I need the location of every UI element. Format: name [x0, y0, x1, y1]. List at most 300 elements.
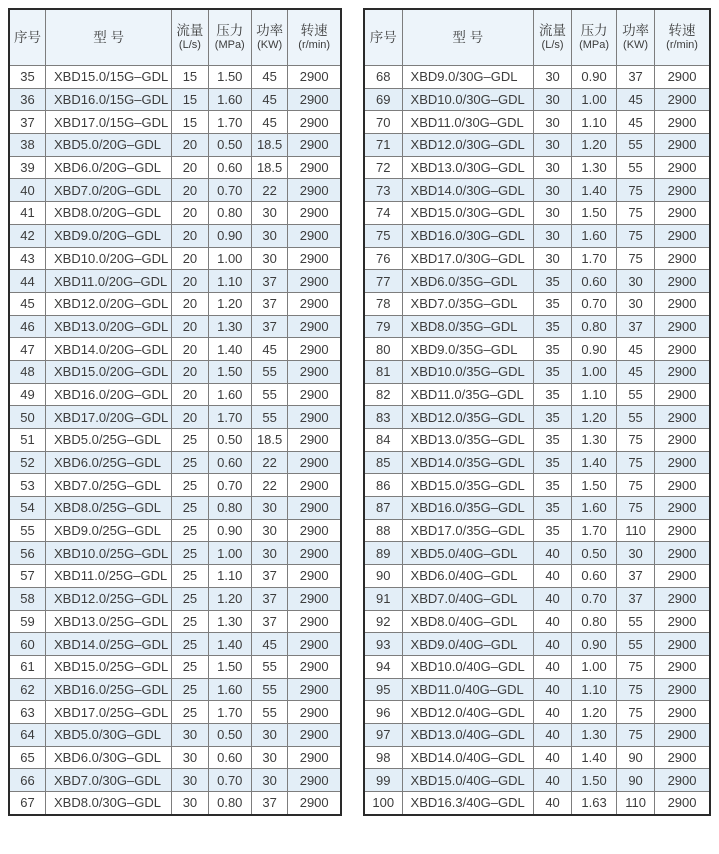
model-cell: XBD6.0/25G–GDL — [46, 451, 172, 474]
serial-cell: 85 — [364, 451, 402, 474]
model-cell: XBD8.0/20G–GDL — [46, 202, 172, 225]
serial-cell: 89 — [364, 542, 402, 565]
power-cell: 30 — [617, 542, 655, 565]
table-row — [9, 179, 341, 202]
serial-cell: 54 — [9, 497, 46, 520]
pressure-cell: 1.63 — [572, 792, 617, 815]
speed-cell: 2900 — [655, 497, 710, 520]
model-cell: XBD6.0/40G–GDL — [402, 565, 533, 588]
pressure-cell: 1.60 — [572, 497, 617, 520]
table-row — [364, 792, 710, 815]
flow-cell: 25 — [172, 474, 209, 497]
column-header-serial — [9, 9, 46, 66]
flow-cell: 25 — [172, 655, 209, 678]
serial-cell: 59 — [9, 610, 46, 633]
pressure-cell: 0.80 — [208, 792, 251, 815]
speed-cell: 2900 — [655, 179, 710, 202]
model-cell: XBD15.0/15G–GDL — [46, 66, 172, 89]
power-cell: 30 — [251, 723, 288, 746]
serial-cell: 35 — [9, 66, 46, 89]
speed-cell: 2900 — [288, 610, 341, 633]
pressure-cell: 1.70 — [572, 519, 617, 542]
model-cell: XBD10.0/30G–GDL — [402, 88, 533, 111]
serial-cell: 40 — [9, 179, 46, 202]
model-cell: XBD12.0/35G–GDL — [402, 406, 533, 429]
flow-cell: 15 — [172, 111, 209, 134]
serial-cell: 76 — [364, 247, 402, 270]
speed-cell: 2900 — [655, 451, 710, 474]
speed-cell: 2900 — [288, 678, 341, 701]
speed-cell: 2900 — [655, 360, 710, 383]
power-cell: 75 — [617, 723, 655, 746]
serial-cell: 62 — [9, 678, 46, 701]
pressure-cell: 1.50 — [208, 655, 251, 678]
speed-cell: 2900 — [655, 202, 710, 225]
serial-cell: 97 — [364, 723, 402, 746]
table-row — [9, 66, 341, 89]
speed-cell: 2900 — [655, 519, 710, 542]
column-header-unit: (KW) — [623, 39, 649, 52]
pressure-cell: 1.20 — [572, 134, 617, 157]
model-cell: XBD14.0/30G–GDL — [402, 179, 533, 202]
speed-cell: 2900 — [288, 338, 341, 361]
flow-cell: 20 — [172, 224, 209, 247]
flow-cell: 40 — [534, 655, 572, 678]
power-cell: 55 — [617, 610, 655, 633]
table-row — [9, 746, 341, 769]
table-row — [364, 701, 710, 724]
flow-cell: 25 — [172, 451, 209, 474]
speed-cell: 2900 — [288, 406, 341, 429]
model-cell: XBD14.0/35G–GDL — [402, 451, 533, 474]
speed-cell: 2900 — [655, 723, 710, 746]
table-row — [364, 542, 710, 565]
serial-cell: 81 — [364, 360, 402, 383]
speed-cell: 2900 — [655, 247, 710, 270]
model-cell: XBD6.0/30G–GDL — [46, 746, 172, 769]
flow-cell: 30 — [534, 66, 572, 89]
serial-cell: 60 — [9, 633, 46, 656]
pressure-cell: 1.40 — [572, 179, 617, 202]
column-header-power — [251, 9, 288, 66]
table-row — [9, 134, 341, 157]
table-row — [9, 383, 341, 406]
pressure-cell: 1.20 — [572, 701, 617, 724]
pressure-cell: 0.90 — [208, 519, 251, 542]
flow-cell: 25 — [172, 565, 209, 588]
serial-cell: 83 — [364, 406, 402, 429]
model-cell: XBD15.0/25G–GDL — [46, 655, 172, 678]
model-cell: XBD9.0/40G–GDL — [402, 633, 533, 656]
table-row — [364, 633, 710, 656]
table-row — [9, 88, 341, 111]
flow-cell: 30 — [534, 224, 572, 247]
serial-cell: 48 — [9, 360, 46, 383]
pressure-cell: 0.80 — [572, 315, 617, 338]
power-cell: 37 — [617, 565, 655, 588]
table-row — [364, 88, 710, 111]
flow-cell: 20 — [172, 383, 209, 406]
serial-cell: 67 — [9, 792, 46, 815]
model-cell: XBD10.0/25G–GDL — [46, 542, 172, 565]
table-row — [364, 497, 710, 520]
power-cell: 55 — [617, 134, 655, 157]
column-header-unit: (MPa) — [214, 39, 245, 52]
serial-cell: 42 — [9, 224, 46, 247]
serial-cell: 65 — [9, 746, 46, 769]
power-cell: 37 — [617, 315, 655, 338]
speed-cell: 2900 — [655, 746, 710, 769]
model-cell: XBD13.0/35G–GDL — [402, 429, 533, 452]
pressure-cell: 1.50 — [572, 474, 617, 497]
power-cell: 45 — [617, 360, 655, 383]
table-row — [364, 723, 710, 746]
power-cell: 90 — [617, 769, 655, 792]
table-row — [364, 655, 710, 678]
serial-cell: 77 — [364, 270, 402, 293]
flow-cell: 35 — [534, 292, 572, 315]
column-header-model — [46, 9, 172, 66]
table-row — [9, 315, 341, 338]
serial-cell: 72 — [364, 156, 402, 179]
pressure-cell: 1.00 — [572, 360, 617, 383]
speed-cell: 2900 — [655, 429, 710, 452]
power-cell: 45 — [617, 338, 655, 361]
serial-cell: 51 — [9, 429, 46, 452]
flow-cell: 20 — [172, 292, 209, 315]
column-header-flow — [534, 9, 572, 66]
power-cell: 45 — [617, 88, 655, 111]
serial-cell: 61 — [9, 655, 46, 678]
serial-cell: 47 — [9, 338, 46, 361]
column-header-label: 型 号 — [93, 29, 124, 45]
flow-cell: 30 — [172, 769, 209, 792]
column-header-pressure — [208, 9, 251, 66]
speed-cell: 2900 — [288, 224, 341, 247]
serial-cell: 36 — [9, 88, 46, 111]
flow-cell: 40 — [534, 746, 572, 769]
table-row — [364, 292, 710, 315]
flow-cell: 20 — [172, 247, 209, 270]
flow-cell: 35 — [534, 338, 572, 361]
model-cell: XBD5.0/25G–GDL — [46, 429, 172, 452]
flow-cell: 30 — [534, 179, 572, 202]
table-row — [9, 769, 341, 792]
serial-cell: 58 — [9, 587, 46, 610]
power-cell: 37 — [251, 315, 288, 338]
pressure-cell: 1.30 — [572, 156, 617, 179]
serial-cell: 41 — [9, 202, 46, 225]
pressure-cell: 1.30 — [208, 610, 251, 633]
serial-cell: 99 — [364, 769, 402, 792]
model-cell: XBD10.0/20G–GDL — [46, 247, 172, 270]
model-cell: XBD11.0/30G–GDL — [402, 111, 533, 134]
power-cell: 45 — [251, 633, 288, 656]
speed-cell: 2900 — [655, 542, 710, 565]
speed-cell: 2900 — [288, 746, 341, 769]
power-cell: 37 — [617, 66, 655, 89]
serial-cell: 78 — [364, 292, 402, 315]
pressure-cell: 1.40 — [572, 746, 617, 769]
speed-cell: 2900 — [655, 224, 710, 247]
model-cell: XBD13.0/30G–GDL — [402, 156, 533, 179]
flow-cell: 20 — [172, 338, 209, 361]
power-cell: 22 — [251, 474, 288, 497]
serial-cell: 94 — [364, 655, 402, 678]
power-cell: 30 — [251, 746, 288, 769]
power-cell: 55 — [251, 360, 288, 383]
power-cell: 55 — [251, 678, 288, 701]
table-row — [9, 429, 341, 452]
table-row — [364, 406, 710, 429]
speed-cell: 2900 — [288, 247, 341, 270]
pressure-cell: 1.00 — [572, 655, 617, 678]
model-cell: XBD11.0/35G–GDL — [402, 383, 533, 406]
power-cell: 22 — [251, 451, 288, 474]
power-cell: 45 — [251, 88, 288, 111]
pressure-cell: 1.60 — [208, 678, 251, 701]
power-cell: 30 — [251, 542, 288, 565]
pressure-cell: 1.50 — [208, 360, 251, 383]
flow-cell: 25 — [172, 701, 209, 724]
speed-cell: 2900 — [655, 66, 710, 89]
speed-cell: 2900 — [655, 474, 710, 497]
power-cell: 75 — [617, 429, 655, 452]
model-cell: XBD6.0/20G–GDL — [46, 156, 172, 179]
table-row — [364, 270, 710, 293]
serial-cell: 56 — [9, 542, 46, 565]
flow-cell: 30 — [172, 792, 209, 815]
power-cell: 30 — [251, 202, 288, 225]
serial-cell: 100 — [364, 792, 402, 815]
power-cell: 75 — [617, 497, 655, 520]
serial-cell: 57 — [9, 565, 46, 588]
speed-cell: 2900 — [655, 111, 710, 134]
speed-cell: 2900 — [288, 202, 341, 225]
power-cell: 30 — [251, 519, 288, 542]
table-row — [9, 633, 341, 656]
pressure-cell: 1.00 — [208, 542, 251, 565]
serial-cell: 71 — [364, 134, 402, 157]
table-row — [9, 338, 341, 361]
serial-cell: 87 — [364, 497, 402, 520]
column-header-power — [617, 9, 655, 66]
pressure-cell: 1.50 — [572, 202, 617, 225]
flow-cell: 35 — [534, 315, 572, 338]
power-cell: 18.5 — [251, 134, 288, 157]
speed-cell: 2900 — [655, 406, 710, 429]
model-cell: XBD11.0/25G–GDL — [46, 565, 172, 588]
flow-cell: 25 — [172, 610, 209, 633]
pressure-cell: 0.90 — [572, 66, 617, 89]
serial-cell: 80 — [364, 338, 402, 361]
flow-cell: 40 — [534, 633, 572, 656]
pressure-cell: 1.10 — [572, 678, 617, 701]
pressure-cell: 0.80 — [208, 497, 251, 520]
serial-cell: 44 — [9, 270, 46, 293]
power-cell: 37 — [617, 587, 655, 610]
pressure-cell: 0.70 — [208, 769, 251, 792]
column-header-label: 型 号 — [452, 29, 484, 45]
model-cell: XBD7.0/25G–GDL — [46, 474, 172, 497]
power-cell: 75 — [617, 202, 655, 225]
flow-cell: 35 — [534, 519, 572, 542]
speed-cell: 2900 — [655, 292, 710, 315]
table-row — [364, 202, 710, 225]
flow-cell: 35 — [534, 497, 572, 520]
flow-cell: 25 — [172, 429, 209, 452]
table-row — [9, 519, 341, 542]
model-cell: XBD14.0/20G–GDL — [46, 338, 172, 361]
model-cell: XBD16.0/30G–GDL — [402, 224, 533, 247]
flow-cell: 35 — [534, 429, 572, 452]
flow-cell: 20 — [172, 406, 209, 429]
speed-cell: 2900 — [655, 633, 710, 656]
speed-cell: 2900 — [288, 769, 341, 792]
model-cell: XBD12.0/20G–GDL — [46, 292, 172, 315]
speed-cell: 2900 — [288, 701, 341, 724]
serial-cell: 50 — [9, 406, 46, 429]
pressure-cell: 0.90 — [572, 633, 617, 656]
power-cell: 90 — [617, 746, 655, 769]
column-header-label: 功率 — [256, 22, 284, 38]
model-cell: XBD5.0/40G–GDL — [402, 542, 533, 565]
speed-cell: 2900 — [288, 542, 341, 565]
speed-cell: 2900 — [655, 383, 710, 406]
speed-cell: 2900 — [288, 519, 341, 542]
table-row — [9, 542, 341, 565]
pressure-cell: 0.60 — [208, 156, 251, 179]
table-row — [9, 111, 341, 134]
pressure-cell: 0.50 — [208, 723, 251, 746]
power-cell: 30 — [251, 769, 288, 792]
pressure-cell: 0.80 — [572, 610, 617, 633]
pressure-cell: 1.00 — [572, 88, 617, 111]
flow-cell: 20 — [172, 202, 209, 225]
model-cell: XBD10.0/35G–GDL — [402, 360, 533, 383]
speed-cell: 2900 — [288, 429, 341, 452]
flow-cell: 20 — [172, 156, 209, 179]
model-cell: XBD17.0/35G–GDL — [402, 519, 533, 542]
flow-cell: 25 — [172, 542, 209, 565]
speed-cell: 2900 — [288, 179, 341, 202]
power-cell: 37 — [251, 610, 288, 633]
speed-cell: 2900 — [655, 678, 710, 701]
pressure-cell: 1.20 — [208, 292, 251, 315]
pressure-cell: 0.50 — [208, 429, 251, 452]
speed-cell: 2900 — [655, 565, 710, 588]
column-header-unit: (r/min) — [666, 39, 698, 52]
column-header-pressure — [572, 9, 617, 66]
speed-cell: 2900 — [288, 497, 341, 520]
serial-cell: 93 — [364, 633, 402, 656]
serial-cell: 84 — [364, 429, 402, 452]
model-cell: XBD9.0/25G–GDL — [46, 519, 172, 542]
table-row — [364, 179, 710, 202]
pressure-cell: 1.30 — [208, 315, 251, 338]
model-cell: XBD9.0/20G–GDL — [46, 224, 172, 247]
speed-cell: 2900 — [288, 111, 341, 134]
power-cell: 75 — [617, 678, 655, 701]
model-cell: XBD13.0/20G–GDL — [46, 315, 172, 338]
flow-cell: 20 — [172, 179, 209, 202]
table-row — [9, 360, 341, 383]
table-row — [9, 610, 341, 633]
pressure-cell: 0.60 — [572, 270, 617, 293]
model-cell: XBD8.0/35G–GDL — [402, 315, 533, 338]
model-cell: XBD8.0/40G–GDL — [402, 610, 533, 633]
table-row — [364, 451, 710, 474]
model-cell: XBD13.0/25G–GDL — [46, 610, 172, 633]
column-header-label: 流量 — [176, 22, 204, 38]
power-cell: 75 — [617, 224, 655, 247]
power-cell: 55 — [251, 701, 288, 724]
power-cell: 55 — [251, 655, 288, 678]
power-cell: 55 — [617, 633, 655, 656]
flow-cell: 30 — [534, 88, 572, 111]
model-cell: XBD6.0/35G–GDL — [402, 270, 533, 293]
speed-cell: 2900 — [288, 723, 341, 746]
pressure-cell: 1.10 — [208, 270, 251, 293]
speed-cell: 2900 — [288, 655, 341, 678]
table-row — [364, 678, 710, 701]
serial-cell: 92 — [364, 610, 402, 633]
model-cell: XBD16.0/20G–GDL — [46, 383, 172, 406]
pressure-cell: 1.60 — [572, 224, 617, 247]
power-cell: 75 — [617, 179, 655, 202]
power-cell: 45 — [617, 111, 655, 134]
pressure-cell: 1.40 — [572, 451, 617, 474]
flow-cell: 25 — [172, 678, 209, 701]
speed-cell: 2900 — [655, 134, 710, 157]
column-header-label: 转速 — [668, 22, 696, 38]
table-row — [364, 429, 710, 452]
speed-cell: 2900 — [655, 655, 710, 678]
column-header-unit: (L/s) — [541, 39, 564, 52]
power-cell: 55 — [617, 383, 655, 406]
power-cell: 30 — [617, 292, 655, 315]
speed-cell: 2900 — [288, 587, 341, 610]
pressure-cell: 1.20 — [572, 406, 617, 429]
table-row — [9, 270, 341, 293]
table-row — [364, 474, 710, 497]
power-cell: 18.5 — [251, 429, 288, 452]
serial-cell: 91 — [364, 587, 402, 610]
table-row — [9, 247, 341, 270]
model-cell: XBD7.0/30G–GDL — [46, 769, 172, 792]
power-cell: 110 — [617, 792, 655, 815]
table-row — [364, 315, 710, 338]
table-row — [364, 610, 710, 633]
pressure-cell: 1.10 — [572, 111, 617, 134]
table-row — [364, 519, 710, 542]
serial-cell: 96 — [364, 701, 402, 724]
serial-cell: 88 — [364, 519, 402, 542]
speed-cell: 2900 — [288, 451, 341, 474]
serial-cell: 43 — [9, 247, 46, 270]
speed-cell: 2900 — [655, 701, 710, 724]
power-cell: 30 — [251, 497, 288, 520]
serial-cell: 79 — [364, 315, 402, 338]
serial-cell: 73 — [364, 179, 402, 202]
model-cell: XBD17.0/30G–GDL — [402, 247, 533, 270]
column-header-label: 序号 — [14, 29, 41, 45]
model-cell: XBD14.0/25G–GDL — [46, 633, 172, 656]
model-cell: XBD16.3/40G–GDL — [402, 792, 533, 815]
serial-cell: 70 — [364, 111, 402, 134]
pump-spec-table-right — [363, 8, 711, 816]
table-row — [364, 338, 710, 361]
